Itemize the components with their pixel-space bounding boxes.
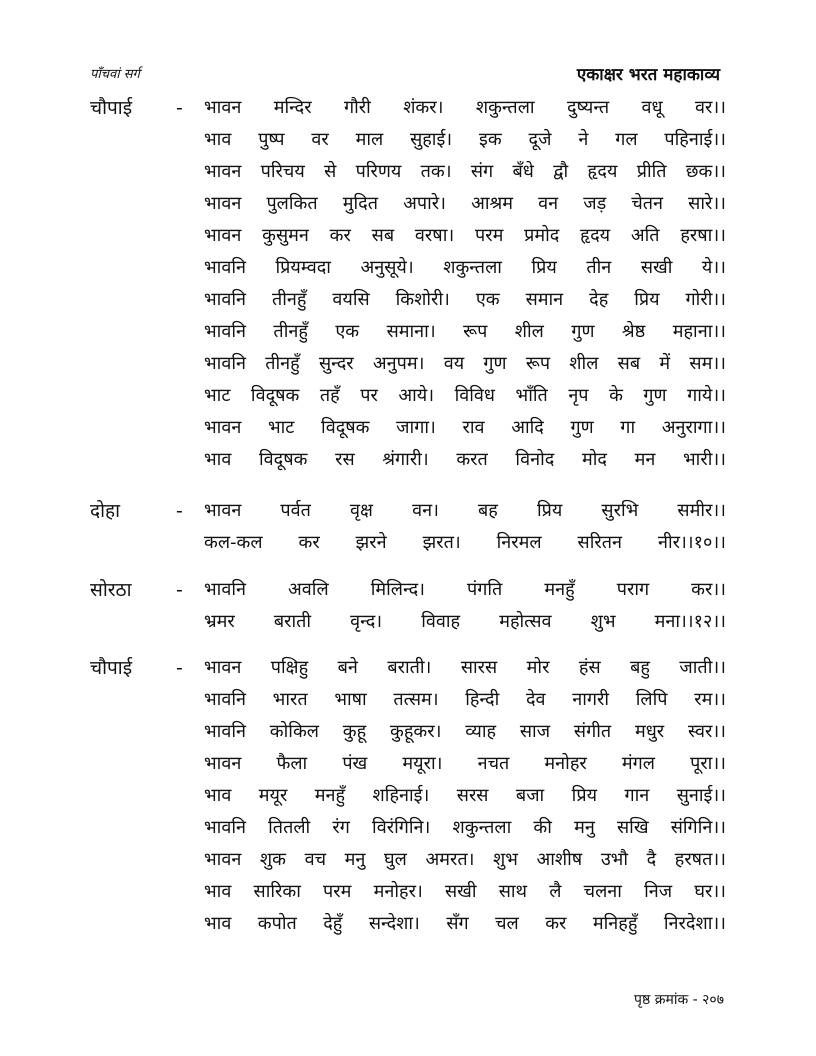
verse-dash: - <box>176 579 183 601</box>
verse-line: भावनि तीनहुँ वयसि किशोरी। एक समान देह प्रिय गोरी।। <box>204 289 726 310</box>
verse-line: भावन शुक वच मनु घुल अमरत। शुभ आशीष उभौ दै हरषत।। <box>204 849 726 870</box>
chapter-title: पाँचवां सर्ग <box>90 67 140 82</box>
verse-line: भावनि तीनहुँ सुन्दर अनुपम। वय गुण रूप शील सब में सम।। <box>204 353 726 374</box>
verse-dash: - <box>176 97 183 119</box>
verse-line: भावन फैला पंख मयूरा। नचत मनोहर मंगल पूरा।। <box>204 753 726 774</box>
verse-line: भावनि कोकिल कुहू कुहूकर। व्याह साज संगीत मधुर स्वर।। <box>204 721 726 742</box>
verse-line: भ्रमर बराती वृन्द। विवाह महोत्सव शुभ मना।।१२।। <box>204 611 726 632</box>
verse-type-label: चौपाई <box>90 97 133 119</box>
verse-type-label: दोहा <box>90 500 121 522</box>
verse-line: भावन भाट विदूषक जागा। राव आदि गुण गा अनुरागा।। <box>204 417 726 438</box>
verse-line: भाट विदूषक तहँ पर आये। विविध भाँति नृप के गुण गाये।। <box>204 385 726 406</box>
verse-type-label: सोरठा <box>90 579 132 601</box>
verse-line: भावनि अवलि मिलिन्द। पंगति मनहुँ पराग कर।। <box>204 579 726 600</box>
verse-line: भावन पक्षिहु बने बराती। सारस मोर हंस बहु जाती।। <box>204 657 726 678</box>
verse-lines <box>204 652 726 940</box>
verse-type-label: चौपाई <box>90 657 133 679</box>
verse-lines <box>204 574 726 638</box>
verse-line: भाव सारिका परम मनोहर। सखी साथ लै चलना निज घर।। <box>204 881 726 902</box>
verse-lines <box>204 92 726 476</box>
verse-line: भावनि भारत भाषा तत्सम। हिन्दी देव नागरी लिपि रम।। <box>204 689 726 710</box>
verse-lines <box>204 495 726 559</box>
verse-line: भाव मयूर मनहुँ शहिनाई। सरस बजा प्रिय गान सुनाई।। <box>204 785 726 806</box>
verse-line: भावनि तीनहुँ एक समाना। रूप शील गुण श्रेष्ठ महाना।। <box>204 321 726 342</box>
page-number: पृष्ठ क्रमांक - २०७ <box>634 992 724 1008</box>
verse-line: भाव कपोत देहुँ सन्देशा। सँग चल कर मनिहहुँ निरदेशा।। <box>204 913 726 934</box>
verse-line: भावन पुलकित मुदित अपारे। आश्रम वन जड़ चेतन सारे।। <box>204 193 726 214</box>
verse-line: भावन कुसुमन कर सब वरषा। परम प्रमोद हृदय अति हरषा।। <box>204 225 726 246</box>
verse-line: भावनि तितली रंग विरंगिनि। शकुन्तला की मनु सखि संगिनि।। <box>204 817 726 838</box>
verse-line: कल-कल कर झरने झरत। निरमल सरितन नीर।।१०।। <box>204 532 726 553</box>
verse-dash: - <box>176 500 183 522</box>
verse-line: भावन पर्वत वृक्ष वन। बह प्रिय सुरभि समीर।। <box>204 500 726 521</box>
verse-line: भावन मन्दिर गौरी शंकर। शकुन्तला दुष्यन्त वधू वर।। <box>204 97 726 118</box>
verse-line: भावन परिचय से परिणय तक। संग बँधे द्वौ हृदय प्रीति छक।। <box>204 161 726 182</box>
verse-line: भाव पुष्प वर माल सुहाई। इक दूजे ने गल पहिनाई।। <box>204 129 726 150</box>
verse-line: भाव विदूषक रस श्रंगारी। करत विनोद मोद मन भारी।। <box>204 449 726 470</box>
verse-dash: - <box>176 657 183 679</box>
verse-line: भावनि प्रियम्वदा अनुसूये। शकुन्तला प्रिय तीन सखी ये।। <box>204 257 726 278</box>
book-title: एकाक्षर भरत महाकाव्य <box>576 65 720 85</box>
